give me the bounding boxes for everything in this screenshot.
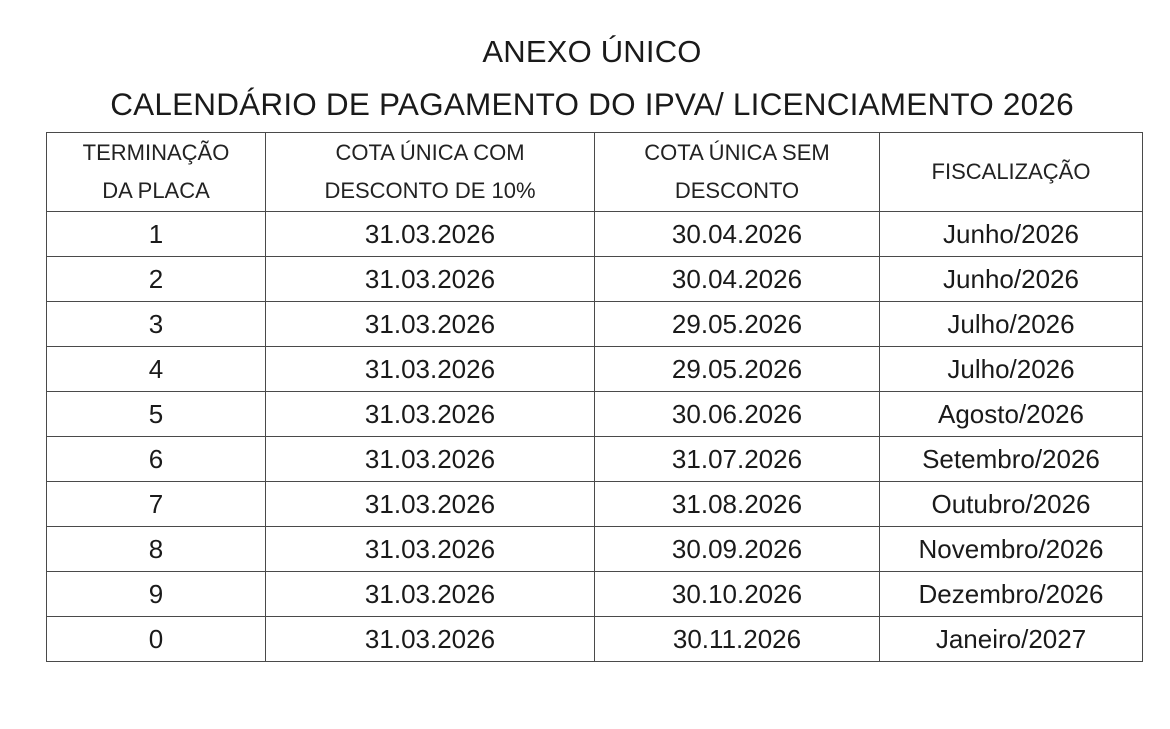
header-line: COTA ÚNICA SEM <box>644 140 830 165</box>
cell-com-desconto: 31.03.2026 <box>266 212 595 257</box>
header-fiscalizacao <box>880 133 1143 212</box>
header-line: COTA ÚNICA COM <box>335 140 525 165</box>
cell-placa: 4 <box>47 347 266 392</box>
cell-fiscalizacao: Julho/2026 <box>880 347 1143 392</box>
table-row <box>47 482 1143 527</box>
cell-fiscalizacao: Novembro/2026 <box>880 527 1143 572</box>
cell-sem-desconto: 31.07.2026 <box>595 437 880 482</box>
cell-sem-desconto: 30.06.2026 <box>595 392 880 437</box>
header-line: DESCONTO DE 10% <box>324 178 536 203</box>
header-line: DESCONTO <box>674 178 800 203</box>
table-row <box>47 437 1143 482</box>
header-row <box>47 133 1143 212</box>
cell-placa: 6 <box>47 437 266 482</box>
cell-placa: 9 <box>47 572 266 617</box>
cell-fiscalizacao: Dezembro/2026 <box>880 572 1143 617</box>
table-body <box>47 212 1143 662</box>
cell-fiscalizacao: Agosto/2026 <box>880 392 1143 437</box>
cell-fiscalizacao: Junho/2026 <box>880 212 1143 257</box>
cell-placa: 8 <box>47 527 266 572</box>
cell-sem-desconto: 29.05.2026 <box>595 302 880 347</box>
cell-fiscalizacao: Janeiro/2027 <box>880 617 1143 662</box>
cell-sem-desconto: 30.09.2026 <box>595 527 880 572</box>
cell-placa: 5 <box>47 392 266 437</box>
cell-sem-desconto: 31.08.2026 <box>595 482 880 527</box>
cell-sem-desconto: 30.10.2026 <box>595 572 880 617</box>
table-row <box>47 302 1143 347</box>
cell-placa: 0 <box>47 617 266 662</box>
cell-fiscalizacao: Outubro/2026 <box>880 482 1143 527</box>
cell-placa: 3 <box>47 302 266 347</box>
cell-com-desconto: 31.03.2026 <box>266 347 595 392</box>
cell-com-desconto: 31.03.2026 <box>266 392 595 437</box>
table-row <box>47 392 1143 437</box>
header-cota-unica-sem-desconto <box>595 133 880 212</box>
cell-placa: 2 <box>47 257 266 302</box>
cell-sem-desconto: 30.11.2026 <box>595 617 880 662</box>
table-row <box>47 347 1143 392</box>
header-cota-unica-com-desconto <box>266 133 595 212</box>
cell-com-desconto: 31.03.2026 <box>266 482 595 527</box>
cell-fiscalizacao: Setembro/2026 <box>880 437 1143 482</box>
cell-fiscalizacao: Junho/2026 <box>880 257 1143 302</box>
cell-fiscalizacao: Julho/2026 <box>880 302 1143 347</box>
cell-sem-desconto: 29.05.2026 <box>595 347 880 392</box>
cell-com-desconto: 31.03.2026 <box>266 527 595 572</box>
table-row <box>47 617 1143 662</box>
cell-placa: 7 <box>47 482 266 527</box>
cell-sem-desconto: 30.04.2026 <box>595 212 880 257</box>
header-terminacao-placa <box>47 133 266 212</box>
table-row <box>47 212 1143 257</box>
table-header <box>47 133 1143 212</box>
cell-com-desconto: 31.03.2026 <box>266 302 595 347</box>
cell-com-desconto: 31.03.2026 <box>266 257 595 302</box>
header-line: TERMINAÇÃO <box>82 140 230 165</box>
document-title: ANEXO ÚNICO <box>482 34 702 69</box>
table-row <box>47 257 1143 302</box>
cell-com-desconto: 31.03.2026 <box>266 437 595 482</box>
table-row <box>47 527 1143 572</box>
table-row <box>47 572 1143 617</box>
payment-calendar-table <box>46 132 1143 662</box>
header-line: DA PLACA <box>102 178 210 203</box>
cell-placa: 1 <box>47 212 266 257</box>
header-line: FISCALIZAÇÃO <box>931 159 1091 184</box>
document-subtitle: CALENDÁRIO DE PAGAMENTO DO IPVA/ LICENCIAMENTO 2026 <box>110 86 1074 122</box>
cell-com-desconto: 31.03.2026 <box>266 572 595 617</box>
cell-sem-desconto: 30.04.2026 <box>595 257 880 302</box>
cell-com-desconto: 31.03.2026 <box>266 617 595 662</box>
